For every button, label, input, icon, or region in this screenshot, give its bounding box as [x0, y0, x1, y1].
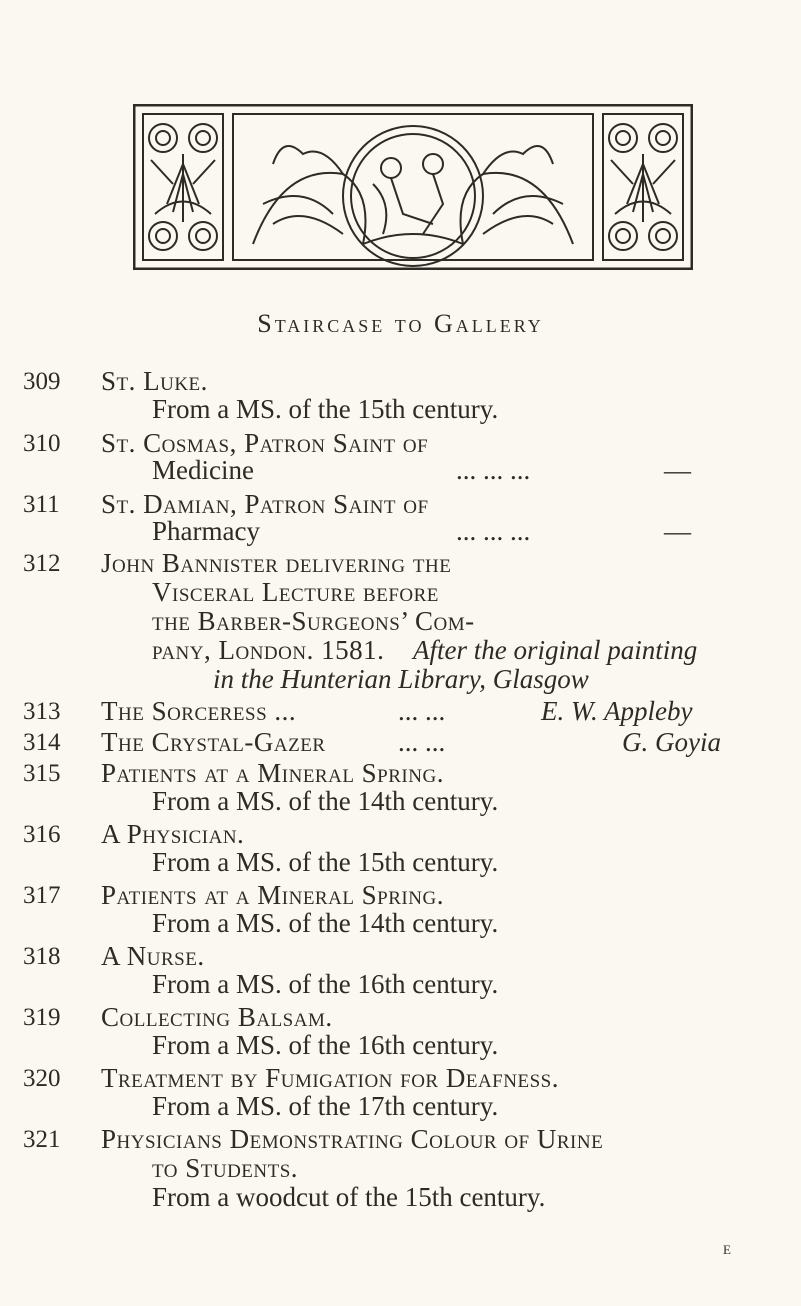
entry-title: A Physician.: [101, 819, 245, 849]
leader-dots: ... ...: [398, 696, 446, 726]
entry-artist: G. Goyia: [622, 727, 721, 757]
entry-number: 318: [23, 943, 61, 970]
entry-source: After the original painting: [413, 635, 698, 665]
entry-title-continued: the Barber-Surgeons’ Com-: [152, 606, 475, 636]
entry-number: 321: [23, 1126, 61, 1153]
entry-number: 316: [23, 821, 61, 848]
entry-title-continued: pany, London. 1581.: [152, 635, 385, 665]
entry-source: From a MS. of the 15th century.: [152, 847, 499, 877]
entry-source: From a MS. of the 16th century.: [152, 1030, 499, 1060]
entry-title: The Sorceress ...: [101, 696, 297, 726]
entry-source: From a MS. of the 16th century.: [152, 969, 499, 999]
entry-title-continued: Medicine: [152, 455, 254, 485]
entry-title: Patients at a Mineral Spring.: [101, 880, 444, 910]
entry-title: St. Damian, Patron Saint of: [101, 489, 429, 519]
entry-title-continued: Pharmacy: [152, 516, 260, 546]
entry-title: St. Luke.: [101, 366, 208, 396]
entry-source: From a MS. of the 14th century.: [152, 786, 499, 816]
left-ornament-panel: [143, 114, 223, 260]
decorative-header-banner: [133, 104, 693, 270]
entry-number: 320: [23, 1065, 61, 1092]
signature-letter: E: [723, 1242, 731, 1257]
entry-title: Collecting Balsam.: [101, 1002, 333, 1032]
entry-source: From a MS. of the 15th century.: [152, 394, 499, 424]
central-figures-panel: [233, 114, 593, 266]
entry-number: 309: [23, 368, 61, 395]
entry-title: John Bannister delivering the: [101, 548, 452, 578]
entry-title-continued: Visceral Lecture before: [152, 577, 439, 607]
entry-number: 311: [23, 491, 60, 518]
entry-title: Patients at a Mineral Spring.: [101, 758, 444, 788]
entry-number: 315: [23, 760, 61, 787]
entry-number: 310: [23, 430, 61, 457]
entry-source: From a MS. of the 17th century.: [152, 1091, 499, 1121]
entry-number: 314: [23, 729, 61, 756]
entry-number: 317: [23, 882, 61, 909]
artist-dash: —: [664, 516, 691, 546]
entry-title: Treatment by Fumigation for Deafness.: [101, 1063, 559, 1093]
entry-number: 312: [23, 550, 61, 577]
entry-source-continued: in the Hunterian Library, Glasgow: [213, 664, 589, 694]
entry-source: From a MS. of the 14th century.: [152, 908, 499, 938]
right-ornament-panel: [603, 114, 683, 260]
entry-title-continued: to Students.: [152, 1153, 299, 1183]
entry-title: Physicians Demonstrating Colour of Urine: [101, 1124, 604, 1154]
entry-title: The Crystal-Gazer: [101, 727, 326, 757]
artist-dash: —: [664, 455, 691, 485]
leader-dots: ... ...: [398, 727, 446, 757]
entry-source: From a woodcut of the 15th century.: [152, 1182, 546, 1212]
page-title: Staircase to Gallery: [257, 309, 544, 338]
leader-dots: ... ... ...: [456, 516, 531, 546]
entry-title: A Nurse.: [101, 941, 205, 971]
entry-number: 313: [23, 698, 61, 725]
leader-dots: ... ... ...: [456, 455, 531, 485]
entry-artist: E. W. Appleby: [541, 696, 693, 726]
entry-title: St. Cosmas, Patron Saint of: [101, 428, 429, 458]
entry-number: 319: [23, 1004, 61, 1031]
